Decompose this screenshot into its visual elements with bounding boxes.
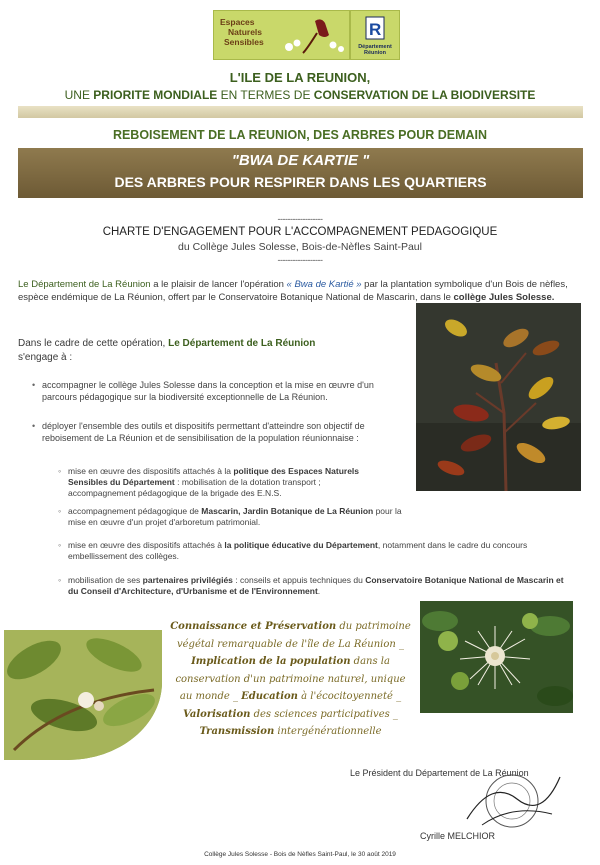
reboisement-heading: REBOISEMENT DE LA REUNION, DES ARBRES POUR DEMAIN: [112, 128, 488, 142]
plant-photo: [416, 303, 581, 491]
page-title: L'ILE DE LA REUNION,: [229, 70, 371, 85]
bullet-text: accompagner le collège Jules Solesse dans la conception et la mise en œuvre d'un parcours pédagogique sur la biodiversité exceptionnelle de La Réunion.: [42, 380, 374, 402]
quote-bold: Connaissance et Préservation: [170, 621, 337, 632]
departement-logo: [350, 10, 400, 60]
departement-logo-text: [351, 44, 399, 56]
intro-college: collège Jules Solesse.: [453, 292, 555, 303]
values-quote: [168, 618, 413, 741]
intro-operation: « Bwa de Kartié »: [286, 279, 362, 290]
ens-logo-text: [220, 17, 264, 47]
sub-text: : mobilisation de la dotation transport ; accompagnement pédagogique de la brigade des E.N.S.: [68, 477, 321, 498]
sub-text: : conseils et appuis techniques du: [232, 575, 366, 585]
sub-text: mobilisation de ses: [68, 575, 143, 585]
sub-text: mise en œuvre des dispositifs attachés à la: [68, 466, 234, 476]
sub-bold: partenaires privilégiés: [142, 575, 233, 585]
bullet-icon: ◦: [58, 466, 62, 476]
dept-line-1: Département: [358, 44, 392, 50]
charte-title: CHARTE D'ENGAGEMENT POUR L'ACCOMPAGNEMENT PEDAGOGIQUE: [102, 226, 498, 238]
cadre-text-1: Dans le cadre de cette opération,: [18, 338, 169, 349]
quote-line-4: conservation d'un patrimoine naturel, unique: [175, 673, 406, 685]
list-item: [58, 506, 413, 528]
sub-bold: Mascarin, Jardin Botanique de La Réunion: [201, 506, 374, 516]
quote-line-2: végétal remarquable de l'île de La Réunion _: [176, 638, 405, 650]
sub-bold: Conservatoire Botanique National de Mascarin et du Conseil d'Architecture, d'Urbanisme et de l'Environnement: [68, 575, 564, 596]
quote-line-7: [168, 723, 413, 741]
subtitle-part-1: UNE: [64, 88, 94, 102]
sub-text: mise en œuvre des dispositifs attachés à: [68, 540, 225, 550]
quote-bold: Implication de la population: [191, 656, 351, 667]
subtitle-bold-2: CONSERVATION DE LA BIODIVERSITE: [313, 88, 536, 102]
bullet-icon: ◦: [58, 540, 62, 550]
official-stamp-icon: [462, 769, 562, 831]
sub-text: , notamment dans le cadre du concours embellissement des collèges.: [68, 540, 528, 561]
quote-text: intergénérationnelle: [274, 726, 382, 737]
intro-text-1: a le plaisir de lancer l'opération: [150, 279, 287, 290]
footer-text: Collège Jules Solesse - Bois de Nèfles Saint-Paul, le 30 août 2019: [204, 851, 396, 858]
dashes-top: ------------------: [277, 214, 323, 224]
list-item: [32, 380, 407, 403]
intro-paragraph: [18, 278, 583, 304]
sub-text: pour la mise en œuvre d'un projet d'arboretum patrimonial.: [68, 506, 402, 527]
r-logo-icon: [351, 14, 399, 44]
bullet-text: déployer l'ensemble des outils et dispositifs permettant d'atteindre son objectif de reboisement de La Réunion et de sensibilisation de la population réunionnaise :: [42, 421, 365, 443]
sub-bold: la politique éducative du Département: [224, 540, 378, 550]
list-item: [58, 466, 368, 499]
dashes-bottom: ------------------: [277, 255, 323, 265]
band-subtitle: DES ARBRES POUR RESPIRER DANS LES QUARTIERS: [114, 174, 487, 190]
ens-line-1: Espaces: [220, 17, 255, 27]
charte-subtitle: du Collège Jules Solesse, Bois-de-Nèfles Saint-Paul: [178, 241, 422, 253]
bird-flower-icon: [277, 13, 347, 57]
signatory-name: Cyrille MELCHIOR: [420, 831, 496, 841]
subtitle-part-2: EN TERMES DE: [217, 88, 314, 102]
cadre-paragraph: [18, 337, 418, 365]
quote-line-3: [168, 653, 413, 671]
quote-bold: Education: [241, 691, 298, 702]
quote-bold: Valorisation: [183, 708, 251, 720]
ens-logo: [213, 10, 350, 60]
quote-bold: Transmission: [199, 726, 275, 737]
list-item: [32, 421, 407, 444]
intro-dept: Le Département de La Réunion: [18, 279, 151, 290]
divider-bar: [18, 106, 583, 118]
title-band: [18, 148, 583, 198]
list-item: [58, 575, 568, 597]
quote-text: des sciences participatives _: [250, 708, 398, 720]
svg-text:R: R: [369, 20, 382, 39]
quote-text: à l'écocitoyenneté _: [297, 691, 402, 702]
list-item: [58, 540, 568, 562]
band-title: "BWA DE KARTIE ": [231, 152, 370, 169]
subtitle-bold-1: PRIORITE MONDIALE: [93, 88, 218, 102]
quote-text: dans la: [350, 656, 390, 667]
flower-image: [420, 601, 573, 713]
page-subtitle: [0, 88, 600, 102]
intro-text-2: par la plantation symbolique d'un Bois de nèfles, espèce endémique de La Réunion, offert par le Conservatoire Botanique National de Mascarin, dans le: [18, 279, 568, 303]
ens-line-3: Sensibles: [224, 37, 264, 47]
bullet-icon: •: [32, 421, 36, 431]
quote-text: du patrimoine: [336, 621, 411, 632]
ens-line-2: Naturels: [228, 27, 263, 37]
sub-text: accompagnement pédagogique de: [68, 506, 202, 516]
buds-photo: [4, 630, 162, 760]
sub-bold: politique des Espaces Naturels Sensibles du Département: [68, 466, 360, 487]
dept-line-2: Réunion: [364, 50, 386, 56]
bullet-icon: •: [32, 380, 36, 390]
quote-line-5: [168, 688, 413, 706]
cadre-dept: Le Département de La Réunion: [168, 338, 316, 349]
leaves-buds-image: [4, 630, 162, 760]
quote-line-6: [168, 706, 413, 724]
bullet-icon: ◦: [58, 506, 62, 516]
plant-leaves-image: [416, 303, 581, 491]
quote-line-1: [168, 618, 413, 636]
bullet-icon: ◦: [58, 575, 62, 585]
flower-photo: [420, 601, 573, 713]
sub-text: .: [317, 586, 321, 596]
cadre-text-2: s'engage à :: [18, 352, 73, 363]
quote-text: au monde _: [179, 691, 242, 702]
signatory-role: Le Président du Département de La Réunion: [350, 768, 529, 778]
